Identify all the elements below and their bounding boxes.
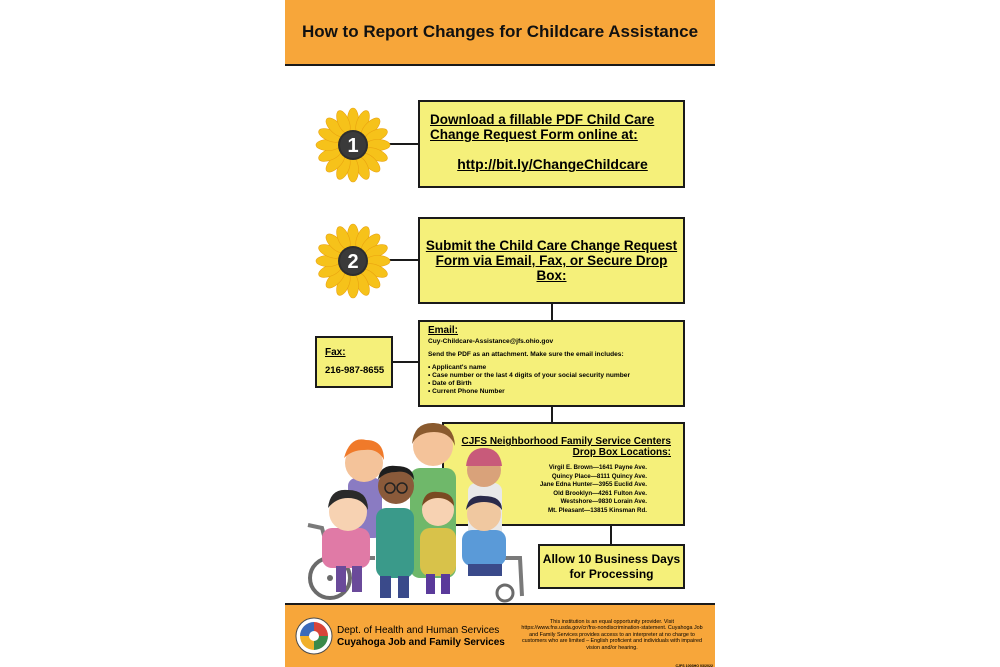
sunflower-icon [315,223,391,299]
disclaimer-text: This institution is an equal opportunity provider. Visit https://www.fns.usda.gov/cr/fns-nondiscrimination-statement. Cuyahoga Job and Family Services provides access to an interpreter at no charge to customers who are limited – English proficient and individuals with impaired vision and/or hearing. [521,619,703,651]
form-download-link[interactable]: http://bit.ly/ChangeChildcare [457,156,648,172]
step2-text: Submit the Child Care Change Request Form via Email, Fax, or Secure Drop Box: [425,238,678,283]
connector-line [610,525,612,545]
list-item: Old Brooklyn—4261 Fulton Ave. [553,489,647,497]
processing-time-text: Allow 10 Business Days for Processing [542,551,681,581]
list-item: • Current Phone Number [428,388,505,395]
sunflower-icon [315,107,391,183]
email-instruction: Send the PDF as an attachment. Make sure the email includes: [428,351,624,358]
connector-line [392,361,419,363]
list-item: • Case number or the last 4 digits of your social security number [428,372,631,379]
form-code: CJFS 1003HO 03/2022 [675,664,713,667]
step-number-2: 2 [347,251,359,273]
list-item: • Applicant's name [428,364,487,371]
list-item: Jane Edna Hunter—3955 Euclid Ave. [539,481,647,489]
department-name [337,625,505,649]
list-item: Mt. Pleasant—13815 Kinsman Rd. [547,506,647,514]
footer [285,603,715,667]
dept-line1: Dept. of Health and Human Services [337,625,500,636]
poster [285,0,715,667]
list-item: Quincy Place—8111 Quincy Ave. [551,472,647,480]
children-illustration [300,418,535,606]
list-item: • Date of Birth [428,380,472,387]
page-title: How to Report Changes for Childcare Assistance [301,22,699,41]
connector-line [551,406,553,423]
email-requirements-list [428,364,677,396]
connector-line [551,303,553,321]
step1-box [418,100,685,188]
step1-text: Download a fillable PDF Child Care Change Request Form online at: [430,112,655,142]
processing-time-box [538,544,685,589]
fax-heading: Fax: [325,347,346,358]
list-item: Westshore—9830 Lorain Ave. [560,498,647,506]
email-box [418,320,685,407]
step2-box [418,217,685,304]
email-address[interactable]: Cuy-Childcare-Assistance@jfs.ohio.gov [428,338,554,345]
step-number-1: 1 [347,135,359,157]
dept-line2: Cuyahoga Job and Family Services [337,637,505,648]
email-heading: Email: [428,325,459,336]
list-item: Virgil E. Brown—1641 Payne Ave. [548,464,647,471]
header-banner [285,0,715,66]
fax-number: 216-987-8655 [325,365,385,376]
fax-box [315,336,393,388]
seal-logo-icon [295,617,333,655]
dropbox-heading: CJFS Neighborhood Family Service Centers Drop Box Locations: [461,436,671,458]
